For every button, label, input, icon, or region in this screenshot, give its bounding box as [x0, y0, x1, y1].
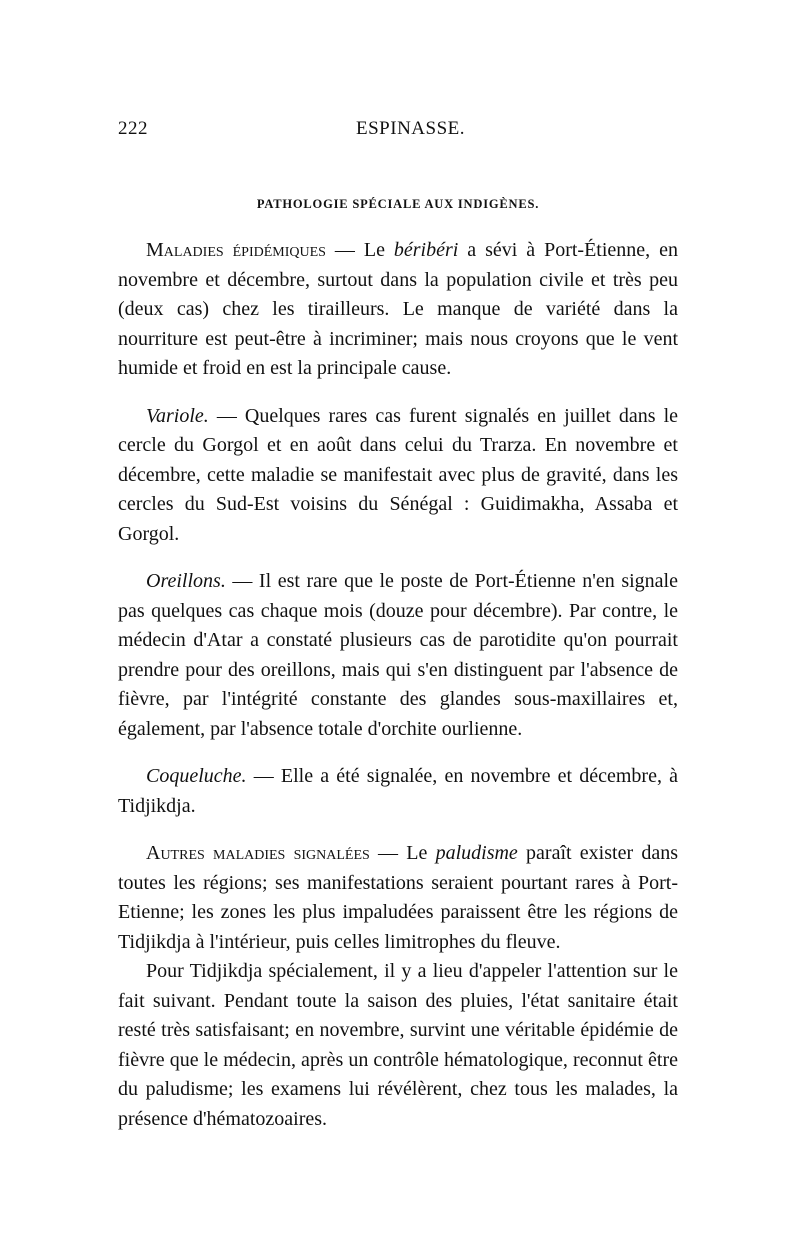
paragraph-lead: Oreillons.: [146, 570, 226, 592]
paragraph-lead: Coqueluche.: [146, 765, 247, 787]
paragraph-text: — Il est rare que le poste de Port-Étienne n'en signale pas quelques cas chaque mois (douze pour décembre). Par contre, le médecin d'Atar a constaté plusieurs cas de parotidite qu'on pourrait prendre pour des oreillons, mais qui s'en distinguent par l'absence de fièvre, par l'intégrité constante des glandes sous-maxillaires et, également, par l'absence totale d'orchite ourlienne.: [118, 570, 678, 740]
paragraph-text: — Quelques rares cas furent signalés en juillet dans le cercle du Gorgol et en août dans celui du Trarza. En novembre et décembre, cette maladie se manifestait avec plus de gravité, dans les cercles du Sud-Est voisins du Sénégal : Guidimakha, Assaba et Gorgol.: [118, 404, 678, 545]
paragraph-lead: Autres maladies signalées: [146, 842, 370, 864]
paragraph-text: — Le: [325, 239, 394, 261]
paragraph-text: — Le: [369, 842, 436, 864]
emphasis-term: paludisme: [435, 842, 518, 864]
paragraph-lead: Maladies épidémiques: [146, 239, 326, 261]
paragraph-lead: Variole.: [146, 404, 209, 427]
paragraph-coqueluche: [118, 762, 678, 821]
running-head: ESPINASSE.: [356, 118, 465, 139]
paragraph-maladies-epidemiques: [118, 236, 678, 384]
page-number: 222: [118, 118, 148, 139]
paragraph-text: Pour Tidjikdja spécialement, il y a lieu d'appeler l'attention sur le fait suivant. Pendant toute la saison des pluies, l'état sanitaire était resté très satisfaisant; en novembre, survint une véritable épidémie de fièvre que le médecin, après un contrôle hématologique, reconnut être du paludisme; les examens lui révélèrent, chez tous les malades, la présence d'hématozoaires.: [118, 960, 678, 1130]
body-text: [118, 236, 678, 1134]
section-title: PATHOLOGIE SPÉCIALE AUX INDIGÈNES.: [256, 197, 540, 211]
paragraph-autres-maladies: [118, 839, 678, 957]
paragraph-tidjikdja: [118, 957, 678, 1134]
paragraph-text: a sévi à Port-Étienne, en novembre et décembre, surtout dans la population civile et très peu (deux cas) chez les tirailleurs. Le manque de variété dans la nourriture est peut-être à incriminer; mais nous croyons que le vent humide et froid en est la principale cause.: [118, 239, 678, 379]
paragraph-text: — Elle a été signalée, en novembre et décembre, à Tidjikdja.: [118, 765, 678, 817]
paragraph-text: paraît exister dans toutes les régions; ses manifestations seraient pourtant rares à Port-Etienne; les zones les plus impaludées paraissent être les régions de Tidjikdja à l'intérieur, puis celles limitrophes du fleuve.: [118, 842, 679, 953]
page-header: [118, 118, 678, 148]
emphasis-term: béribéri: [393, 239, 459, 261]
paragraph-oreillons: [118, 567, 678, 744]
paragraph-variole: [118, 402, 678, 550]
